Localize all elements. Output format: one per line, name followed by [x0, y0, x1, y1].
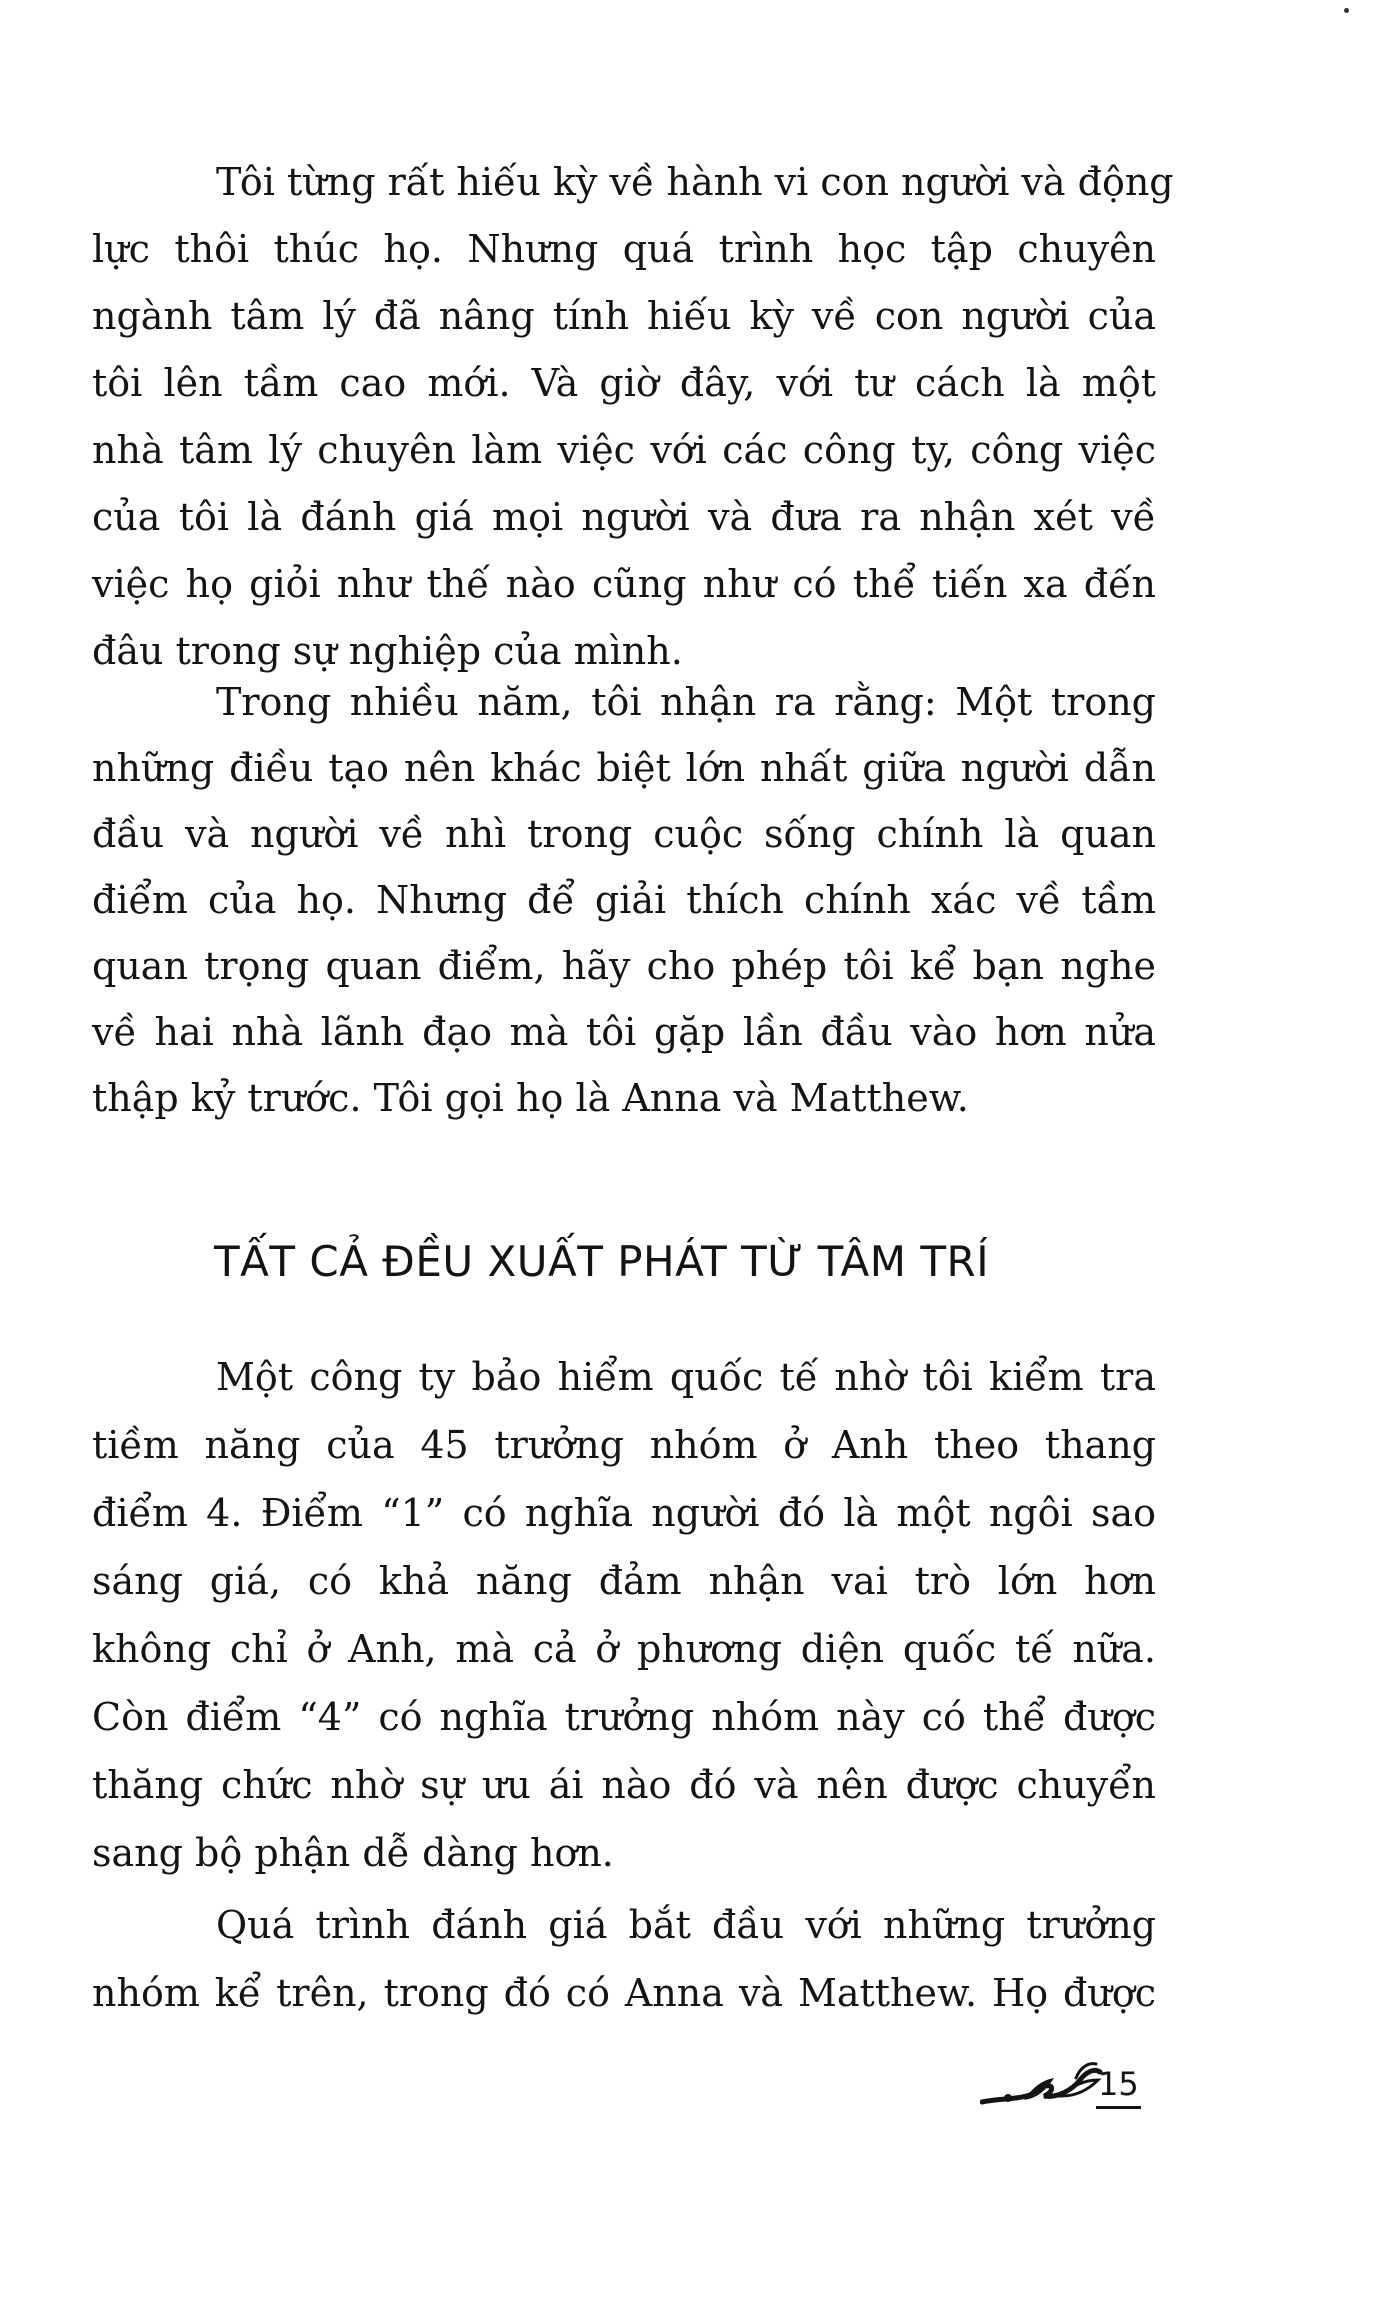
text-line: tiềm năng của 45 trưởng nhóm ở Anh theo thang	[92, 1423, 1156, 1467]
text-line: đâu trong sự nghiệp của mình.	[92, 629, 683, 673]
text-line: Một công ty bảo hiểm quốc tế nhờ tôi kiểm tra	[216, 1355, 1156, 1399]
text-line: Quá trình đánh giá bắt đầu với những trưởng	[216, 1903, 1156, 1947]
text-line: điểm 4. Điểm “1” có nghĩa người đó là một ngôi sao	[92, 1491, 1156, 1535]
text-line: Tôi từng rất hiếu kỳ về hành vi con người và động	[216, 160, 1174, 204]
text-line: đầu và người về nhì trong cuộc sống chính là quan	[92, 812, 1156, 856]
scan-speck	[1344, 8, 1349, 13]
text-line: về hai nhà lãnh đạo mà tôi gặp lần đầu vào hơn nửa	[92, 1010, 1156, 1054]
text-line: thập kỷ trước. Tôi gọi họ là Anna và Matthew.	[92, 1076, 969, 1120]
text-line: Còn điểm “4” có nghĩa trưởng nhóm này có thể được	[92, 1695, 1156, 1739]
text-line: những điều tạo nên khác biệt lớn nhất giữa người dẫn	[92, 746, 1156, 790]
text-line: sang bộ phận dễ dàng hơn.	[92, 1831, 614, 1875]
text-line: nhà tâm lý chuyên làm việc với các công ty, công việc	[92, 428, 1156, 472]
text-line: tôi lên tầm cao mới. Và giờ đây, với tư cách là một	[92, 361, 1156, 405]
text-line: nhóm kể trên, trong đó có Anna và Matthew. Họ được	[92, 1971, 1156, 2015]
text-line: quan trọng quan điểm, hãy cho phép tôi kể bạn nghe	[92, 944, 1156, 988]
text-line: lực thôi thúc họ. Nhưng quá trình học tập chuyên	[92, 227, 1156, 271]
text-line: việc họ giỏi như thế nào cũng như có thể tiến xa đến	[92, 562, 1156, 606]
page-footer	[980, 2050, 1160, 2130]
text-line: ngành tâm lý đã nâng tính hiếu kỳ về con người của	[92, 294, 1156, 338]
flourish-ornament-icon	[980, 2050, 1110, 2120]
text-line: thăng chức nhờ sự ưu ái nào đó và nên được chuyển	[92, 1763, 1156, 1807]
text-line: của tôi là đánh giá mọi người và đưa ra nhận xét về	[92, 495, 1156, 539]
section-heading: TẤT CẢ ĐỀU XUẤT PHÁT TỪ TÂM TRÍ	[214, 1237, 990, 1286]
text-line: điểm của họ. Nhưng để giải thích chính xác về tầm	[92, 878, 1156, 922]
page-number: 15	[1096, 2064, 1141, 2109]
text-line: Trong nhiều năm, tôi nhận ra rằng: Một trong	[216, 680, 1156, 724]
text-line: không chỉ ở Anh, mà cả ở phương diện quốc tế nữa.	[92, 1627, 1156, 1671]
text-line: sáng giá, có khả năng đảm nhận vai trò lớn hơn	[92, 1559, 1156, 1603]
